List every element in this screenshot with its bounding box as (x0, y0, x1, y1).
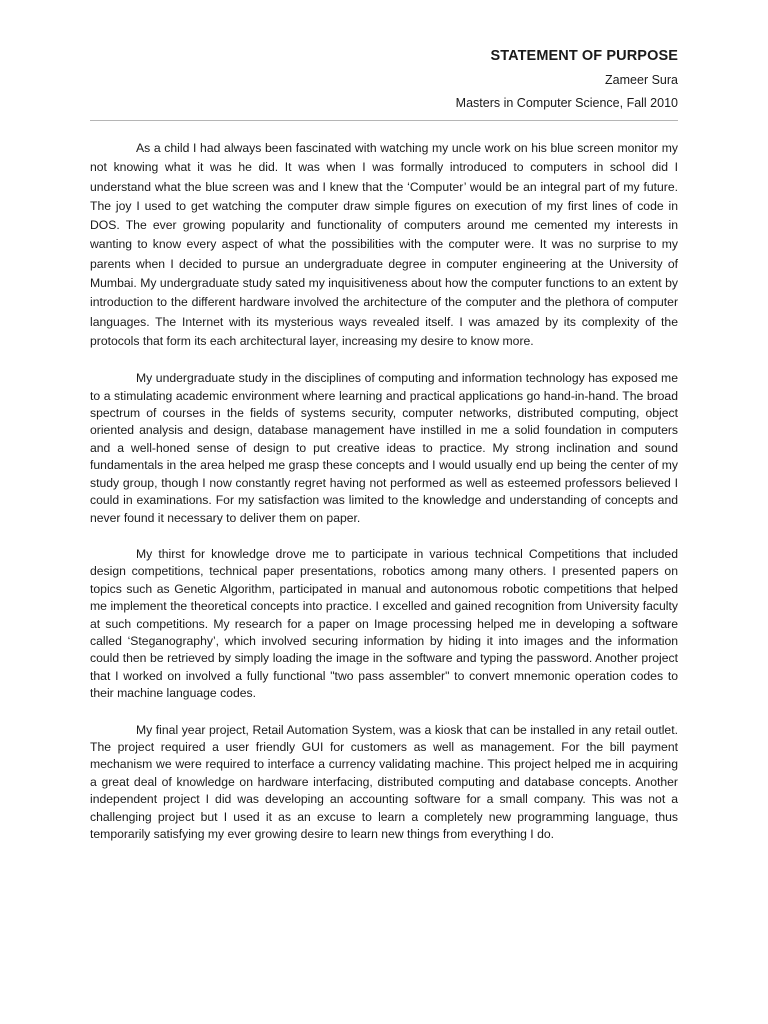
header-divider (90, 120, 678, 121)
paragraph-final-year-project: My final year project, Retail Automation System, was a kiosk that can be installed in any retail outlet. The project required a user friendly GUI for customers as well as management. For the bill payment mechanism we were required to interface a currency validating machine. This project helped me in acquiring a great deal of knowledge on hardware interfacing, distributed computing and database concepts. Another independent project I did was developing an accounting software for a small company. This was not a challenging project but I used it as an excuse to learn a completely new programming language, thus temporarily satisfying my ever growing desire to learn new things from everything I do. (90, 722, 678, 842)
paragraph-competitions: My thirst for knowledge drove me to participate in various technical Competitions that included design competitions, technical paper presentations, robotics among many others. I presented papers on topics such as Genetic Algorithm, participated in manual and autonomous robotic competitions that helped me implement the theoretical concepts into practice. I excelled and gained recognition from University faculty at such competitions. My research for a paper on Image processing helped me in developing a software called ‘Steganography’, which involved securing information by hiding it into images and the information could then be retrieved by simply loading the image in the software and typing the password. Another project that I worked on involved a fully functional "two pass assembler" to convert mnemonic operation codes to their machine language codes. (90, 546, 678, 701)
paragraph-childhood: As a child I had always been fascinated with watching my uncle work on his blue screen monitor my not knowing what it was he did. It was when I was formally introduced to computers in school did I understand what the blue screen was and I knew that the ‘Computer’ would be an integral part of my future. The joy I used to get watching the computer draw simple figures on execution of my first lines of code in DOS. The ever growing popularity and functionality of computers around me cemented my interests in wanting to know every aspect of what the possibilities with the computer were. It was no surprise to my parents when I decided to pursue an undergraduate degree in computer engineering at the University of Mumbai. My undergraduate study sated my inquisitiveness about how the computer functions to an extent by introduction to the different hardware involved the architecture of the computer and the plethora of computer languages. The Internet with its mysterious ways revealed itself. I was amazed by its complexity of the protocols that form its each architectural layer, increasing my desire to know more. (90, 141, 678, 348)
paragraph-undergraduate-study: My undergraduate study in the disciplines of computing and information technology has exposed me to a stimulating academic environment where learning and practical applications go hand-in-hand. The broad spectrum of courses in the fields of systems security, computer networks, distributed computing, object oriented analysis and design, database management have instilled in me a solid foundation in computers and a well-honed sense of design to put creative ideas to practice. My strong inclination and sound fundamentals in the area helped me grasp these concepts and I would usually end up being the center of my study group, though I now constantly regret having not performed as well as esteemed professors believed I could in examinations. For my satisfaction was limited to the knowledge and understanding of concepts and never found it necessary to deliver them on paper. (90, 371, 678, 525)
author-name: Zameer Sura (605, 73, 678, 87)
document-header (90, 48, 678, 110)
document-page (90, 40, 678, 862)
program-line: Masters in Computer Science, Fall 2010 (455, 96, 678, 110)
document-title: STATEMENT OF PURPOSE (490, 48, 678, 64)
document-body (90, 139, 678, 843)
